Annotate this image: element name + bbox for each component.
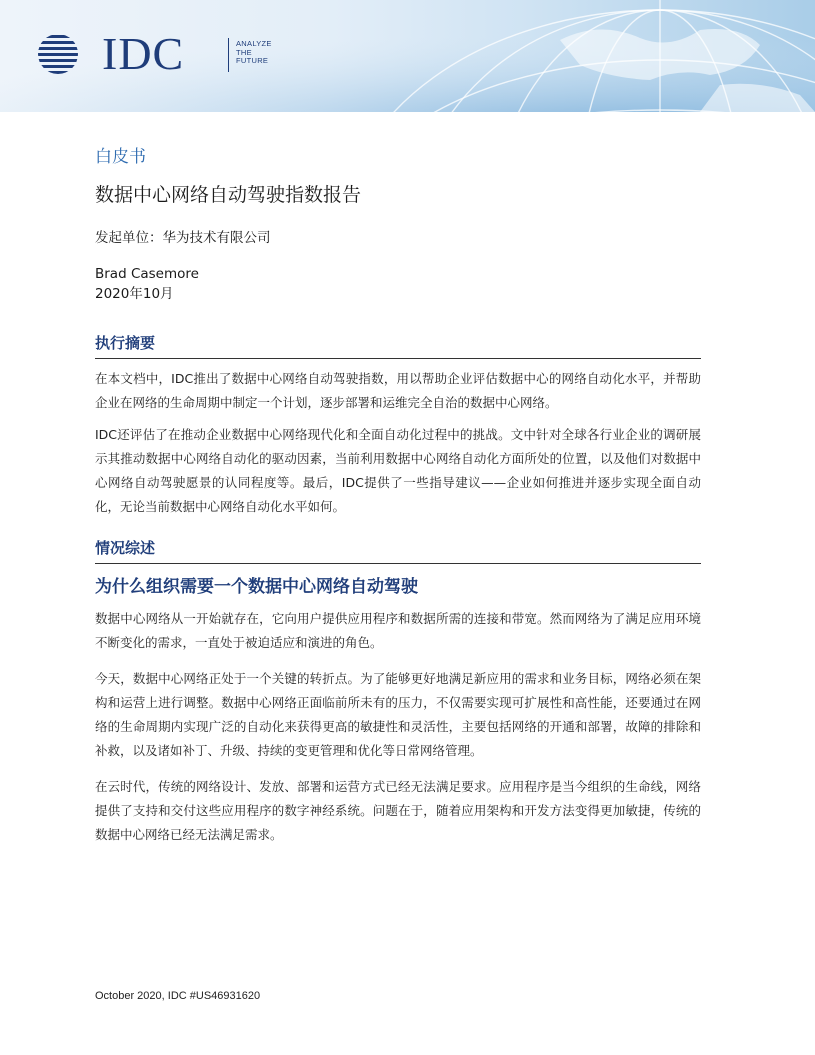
overview-section: [95, 537, 701, 847]
logo-divider: [228, 38, 229, 72]
document-title: 数据中心网络自动驾驶指数报告: [95, 184, 362, 206]
header-banner: [0, 0, 815, 112]
publication-date: 2020年10月: [95, 286, 174, 302]
overview-heading: 情况综述: [95, 537, 701, 564]
logo-tagline: ANALYZE THE FUTURE: [236, 39, 272, 65]
author-block: [95, 264, 199, 304]
exec-summary-heading: 执行摘要: [95, 332, 701, 359]
paragraph: 数据中心网络从一开始就存在，它向用户提供应用程序和数据所需的连接和带宽。然而网络为了满足应用环境不断变化的需求，一直处于被迫适应和演进的角色。: [95, 611, 701, 650]
paragraph: 在云时代，传统的网络设计、发放、部署和运营方式已经无法满足要求。应用程序是当今组织的生命线，网络提供了支持和交付这些应用程序的数字神经系统。问题在于，随着应用架构和开发方法变得更加敏捷，传统的数据中心网络已经无法满足需求。: [95, 779, 701, 842]
paragraph: 在本文档中，IDC推出了数据中心网络自动驾驶指数，用以帮助企业评估数据中心的网络自动化水平，并帮助企业在网络的生命周期中制定一个计划，逐步部署和运维完全自治的数据中心网络。: [95, 371, 701, 410]
paragraph: IDC还评估了在推动企业数据中心网络现代化和全面自动化过程中的挑战。文中针对全球各行业企业的调研展示其推动数据中心网络自动化的驱动因素，当前利用数据中心网络自动化方面所处的位置，以及他们对数据中心网络自动驾驶愿景的认同程度等。最后，IDC提供了一些指导建议——企业如何推进并逐步实现全面自动化，无论当前数据中心网络自动化水平如何。: [95, 427, 701, 514]
logo-wordmark: IDC: [102, 28, 185, 79]
document-type: 白皮书: [95, 147, 146, 167]
author-name: Brad Casemore: [95, 266, 199, 282]
exec-summary-section: [95, 332, 701, 519]
idc-globe-icon: [34, 34, 90, 74]
sponsor-line: 发起单位：华为技术有限公司: [95, 230, 271, 246]
page-footer: October 2020, IDC #US46931620: [95, 990, 261, 1002]
overview-subheading: 为什么组织需要一个数据中心网络自动驾驶: [95, 577, 418, 597]
paragraph: 今天，数据中心网络正处于一个关键的转折点。为了能够更好地满足新应用的需求和业务目标，网络必须在架构和运营上进行调整。数据中心网络正面临前所未有的压力，不仅需要实现可扩展性和高性能，还要通过在网络的生命周期内实现广泛的自动化来获得更高的敏捷性和灵活性，主要包括网络的开通和部署，故障的排除和补救，以及诸如补丁、升级、持续的变更管理和优化等日常网络管理。: [95, 671, 701, 758]
